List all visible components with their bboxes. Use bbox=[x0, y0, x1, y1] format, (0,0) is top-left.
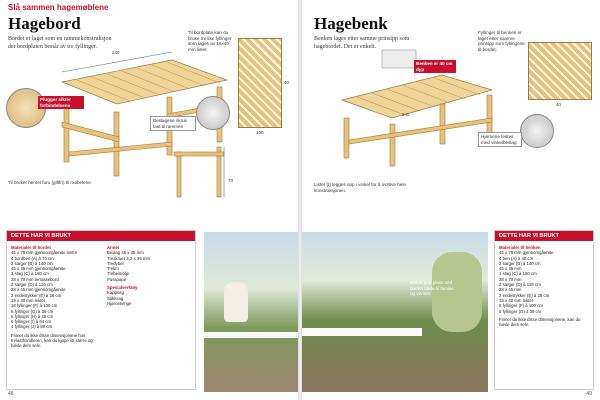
tabletop bbox=[62, 60, 227, 104]
bench-lattice-caption: Fyllinger til benken er laget etter samme prinsipp som fyllingene til bordet. bbox=[478, 30, 525, 52]
caption-bench-corners: Hjørnene festes med vinkelbeslag bbox=[478, 132, 522, 147]
dim-top-width: 240 bbox=[112, 50, 120, 55]
other-sub: Annet bbox=[107, 245, 120, 250]
list-item: 28 x 45 mm bbox=[499, 287, 522, 293]
list-item: 6 fyllinger (I) à 64 cm bbox=[11, 319, 52, 325]
list-item: Hjørnetvinge bbox=[107, 300, 132, 306]
dim-bench-width: 240 bbox=[402, 112, 410, 117]
caption-brackets: Beslagene skrus fast til rammen bbox=[150, 116, 196, 131]
bench-materials-sub: Materialer til benken bbox=[499, 245, 541, 250]
bench-materials-note: Finner du ikke disse dimensjonene, kan du høvle dem selv. bbox=[499, 316, 581, 328]
list-item: 4 fyllinger (J) à 80 cm bbox=[11, 324, 53, 330]
list-item: 28 x 45 mm gjennomgående bbox=[11, 287, 66, 293]
bench-detail-inset bbox=[520, 114, 554, 148]
dim-leg: 70 bbox=[228, 178, 234, 183]
materials-col1 bbox=[11, 245, 101, 349]
materials-head: DETTE HAR VI BRUKT bbox=[7, 231, 195, 241]
materials-panel bbox=[6, 230, 196, 390]
bench-materials-panel bbox=[494, 230, 594, 390]
section-tag: Slå sammen hagemøblene bbox=[8, 3, 109, 12]
list-item: 45 x 45 mm bbox=[499, 266, 522, 272]
table-title: Hagebord bbox=[8, 14, 81, 33]
list-item: Pusspapir bbox=[107, 276, 127, 282]
list-item: Kappsag bbox=[107, 290, 124, 296]
list-item: Trebeis/olje bbox=[107, 271, 130, 277]
lattice-panel bbox=[238, 38, 282, 128]
list-item: 4 ben (A) à 40 cm bbox=[499, 255, 534, 261]
dim-lattice-h: 40 bbox=[284, 80, 290, 85]
person-figure bbox=[224, 282, 248, 322]
bench-intro: Benken lages etter samme prinsipp som hagebordet. Det er enkelt. bbox=[314, 36, 410, 50]
garden-photo-right bbox=[302, 232, 488, 392]
bench-title: Hagebenk bbox=[314, 14, 388, 33]
list-item: 28 x 70 mm bbox=[499, 276, 522, 282]
list-item: 2 endestykker (E) à 28 cm bbox=[11, 292, 62, 298]
list-item: 6 fyllinger (F) à 100 cm bbox=[499, 303, 543, 309]
list-item: Treskruer 4,2 x 35 mm bbox=[107, 255, 151, 261]
list-item: 6 fyllinger (H) à 46 cm bbox=[11, 313, 54, 319]
dim-lattice-w: 100 bbox=[256, 130, 264, 135]
bench-lattice-panel bbox=[528, 42, 592, 100]
caption-plugs: Plugger sikrer forbindelsene bbox=[38, 96, 84, 109]
list-item: 45 x 45 mm gjennomgående bbox=[11, 266, 66, 272]
caption-bench-depth: Benken er 40 cm dyp bbox=[414, 60, 456, 73]
list-item: 45 x 70 mm gjennomgående bbox=[499, 250, 554, 256]
list-item: Tredybel bbox=[107, 260, 124, 266]
list-item: 4 bordben (A) à 70 cm bbox=[11, 255, 54, 261]
list-item: 2 sarger (D) à 120 cm bbox=[11, 282, 53, 288]
dim-bench-depth: 40 bbox=[556, 102, 562, 107]
caption-body: Til bruker hentet furu (giftfri) til møbelene. bbox=[8, 180, 93, 185]
list-item: 28 x 70 mm terrassebord bbox=[11, 276, 59, 282]
list-item: 6 fyllinger (G) à 36 cm bbox=[499, 308, 542, 314]
list-item: 18 fyllinger (F) à 100 cm bbox=[11, 303, 58, 309]
detail-inset-bracket bbox=[196, 96, 230, 130]
bench-photo bbox=[302, 328, 422, 336]
caption-bench-body: Lister (I) legges opp i vinkel for å avstive hele konstruksjonen. bbox=[314, 182, 406, 193]
garden-photo-left bbox=[204, 232, 298, 392]
photo-caption: Det er god plass ved bordet både til familie og venner. bbox=[410, 280, 454, 297]
page-number-left: 48 bbox=[8, 391, 14, 397]
bench-materials-col bbox=[499, 245, 591, 327]
list-item: 2 endestykker (E) à 28 cm bbox=[499, 292, 550, 298]
list-item: 45 x 70 mm gjennomgående limtre bbox=[11, 250, 78, 256]
lattice-caption: Til bordplate kan du bruke tre like fyllinger som lages av 19x40 mm lister. bbox=[188, 30, 232, 52]
materials-sub: Materialer til bordet bbox=[11, 245, 51, 250]
table-intro: Bordet er laget som en rammekonstruksjon der bordplaten består av tre fyllinger. bbox=[8, 36, 112, 50]
list-item: 2 sarger (B) à 140 cm bbox=[11, 260, 53, 266]
list-item: 19 x 40 mm lekter bbox=[499, 297, 534, 303]
page-number-right: 49 bbox=[586, 391, 592, 397]
list-item: 6 fyllinger (G) à 36 cm bbox=[11, 308, 54, 314]
list-item: 2 sarger (B) à 140 cm bbox=[499, 260, 541, 266]
left-page bbox=[0, 0, 298, 400]
bench-top bbox=[342, 75, 492, 118]
materials-col2 bbox=[107, 245, 193, 306]
table-top-photo bbox=[204, 332, 298, 338]
list-item: 19 x 40 mm lekter bbox=[11, 297, 46, 303]
list-item: Beslag 45 x 45 mm bbox=[107, 250, 144, 256]
list-item: Trelim bbox=[107, 266, 119, 272]
bench-seat-detail bbox=[382, 50, 416, 68]
list-item: 2 sarger (D) à 120 cm bbox=[499, 282, 541, 288]
materials-note: Finner du ikke disse dimensjonene hos trelasthandleren, kan du kjøpe litt større og høvle dem selv. bbox=[11, 332, 93, 349]
tools-sub: Spesialverktøy bbox=[107, 285, 138, 291]
list-item: 3 stag (C) à 160 cm bbox=[11, 271, 49, 277]
right-page bbox=[302, 0, 600, 400]
list-item: 1 stag (C) à 160 cm bbox=[499, 271, 537, 277]
table-diagram bbox=[2, 42, 232, 222]
bench-materials-head: DETTE HAR VI BRUKT bbox=[495, 231, 593, 241]
list-item: Stikksag bbox=[107, 295, 124, 301]
